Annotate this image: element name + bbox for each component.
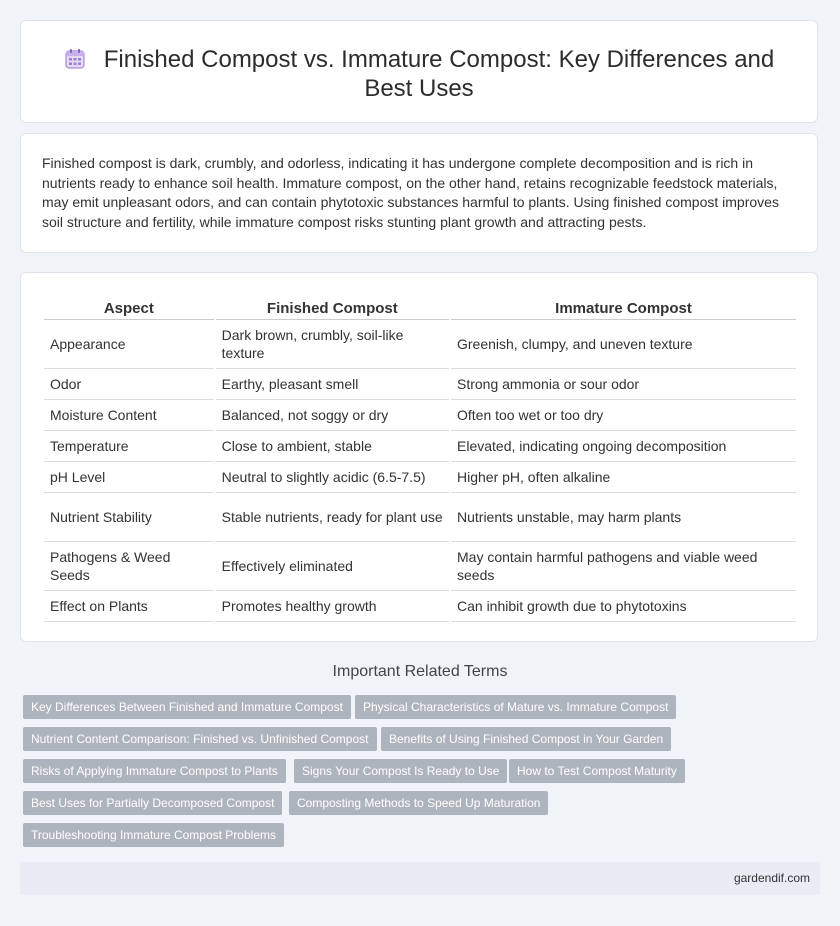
- cell-immature: Greenish, clumpy, and uneven texture: [451, 320, 796, 369]
- related-term-link[interactable]: Composting Methods to Speed Up Maturation: [289, 791, 548, 815]
- cell-aspect: Appearance: [44, 320, 214, 369]
- table-row: [44, 462, 796, 493]
- table-row: [44, 431, 796, 462]
- related-term-link[interactable]: Key Differences Between Finished and Immature Compost: [23, 695, 351, 719]
- cell-immature: Elevated, indicating ongoing decomposition: [451, 431, 796, 462]
- table-row: [44, 400, 796, 431]
- related-term-link[interactable]: Signs Your Compost Is Ready to Use: [294, 759, 507, 783]
- summary-card: [20, 133, 818, 253]
- calendar-icon: [64, 48, 86, 70]
- header-finished: Finished Compost: [216, 295, 449, 320]
- cell-finished: Earthy, pleasant smell: [216, 369, 449, 400]
- cell-aspect: Effect on Plants: [44, 591, 214, 622]
- cell-aspect: Odor: [44, 369, 214, 400]
- cell-aspect: Nutrient Stability: [44, 493, 214, 542]
- cell-immature: Can inhibit growth due to phytotoxins: [451, 591, 796, 622]
- table-row: [44, 493, 796, 542]
- title-line-1: Finished Compost vs. Immature Compost: Key Differences and: [103, 46, 775, 73]
- cell-immature: Often too wet or too dry: [451, 400, 796, 431]
- cell-immature: Strong ammonia or sour odor: [451, 369, 796, 400]
- related-term-link[interactable]: Best Uses for Partially Decomposed Compost: [23, 791, 282, 815]
- header-immature: Immature Compost: [451, 295, 796, 320]
- header-card: [20, 20, 818, 123]
- summary-text: Finished compost is dark, crumbly, and odorless, indicating it has undergone complete decomposition and is rich in nutrients ready to enhance soil health. Immature compost, on the other hand, retains recognizable feedstock materials, may emit unpleasant odors, and can contain phytotoxic substances harmful to plants. Using finished compost improves soil structure and fertility, while immature compost risks stunting plant growth and attracting pests.: [42, 155, 779, 230]
- cell-aspect: Pathogens & Weed Seeds: [44, 542, 214, 591]
- related-term-link[interactable]: How to Test Compost Maturity: [509, 759, 685, 783]
- table-row: [44, 591, 796, 622]
- table-row: [44, 369, 796, 400]
- cell-finished: Effectively eliminated: [216, 542, 449, 591]
- table-row: [44, 320, 796, 369]
- comparison-table-card: [20, 272, 818, 642]
- footer-site-link[interactable]: gardendif.com: [733, 871, 810, 885]
- cell-finished: Close to ambient, stable: [216, 431, 449, 462]
- table-header-row: [44, 295, 796, 320]
- cell-finished: Balanced, not soggy or dry: [216, 400, 449, 431]
- cell-immature: Nutrients unstable, may harm plants: [451, 493, 796, 542]
- cell-aspect: Temperature: [44, 431, 214, 462]
- related-term-link[interactable]: Troubleshooting Immature Compost Problems: [23, 823, 284, 847]
- related-term-link[interactable]: Risks of Applying Immature Compost to Plants: [23, 759, 286, 783]
- cell-immature: May contain harmful pathogens and viable weed seeds: [451, 542, 796, 591]
- cell-finished: Dark brown, crumbly, soil-like texture: [216, 320, 449, 369]
- title-line-2: Best Uses: [364, 75, 474, 102]
- header-aspect: Aspect: [44, 295, 214, 320]
- related-terms-title: Important Related Terms: [332, 663, 508, 680]
- cell-aspect: Moisture Content: [44, 400, 214, 431]
- cell-aspect: pH Level: [44, 462, 214, 493]
- related-term-link[interactable]: Benefits of Using Finished Compost in Your Garden: [381, 727, 671, 751]
- cell-finished: Neutral to slightly acidic (6.5-7.5): [216, 462, 449, 493]
- table-row: [44, 542, 796, 591]
- cell-immature: Higher pH, often alkaline: [451, 462, 796, 493]
- related-term-link[interactable]: Nutrient Content Comparison: Finished vs. Unfinished Compost: [23, 727, 377, 751]
- cell-finished: Stable nutrients, ready for plant use: [216, 493, 449, 542]
- cell-finished: Promotes healthy growth: [216, 591, 449, 622]
- footer: [20, 862, 820, 895]
- comparison-table: [42, 295, 798, 622]
- page-title: [21, 45, 817, 103]
- related-term-link[interactable]: Physical Characteristics of Mature vs. Immature Compost: [355, 695, 676, 719]
